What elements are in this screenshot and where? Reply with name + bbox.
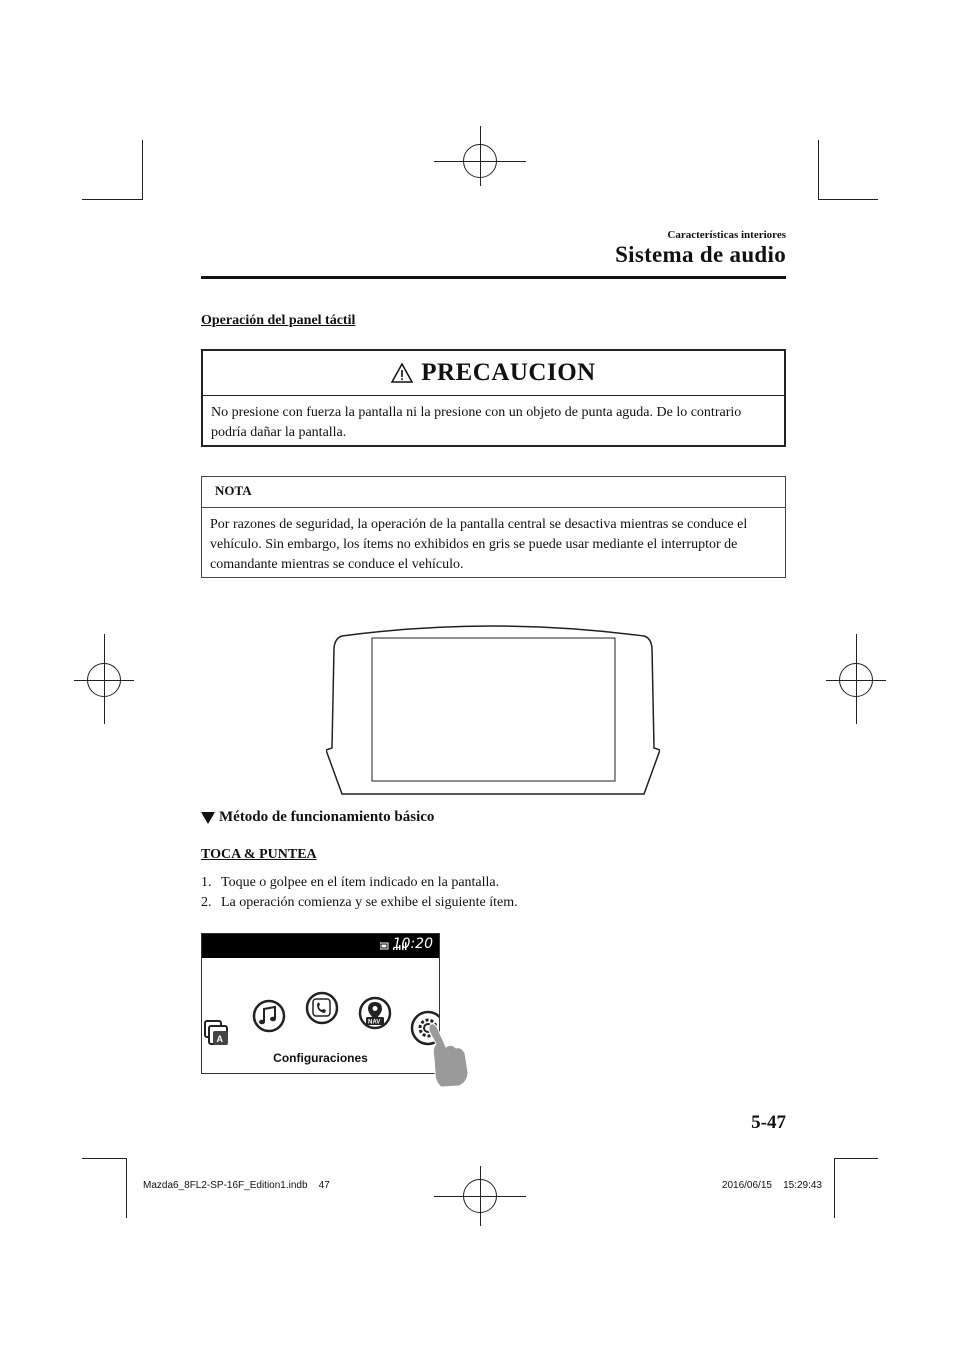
toca-puntea-heading: TOCA & PUNTEA	[201, 847, 317, 862]
home-icons	[202, 958, 440, 1053]
navigation-icon	[360, 998, 390, 1028]
triangle-bullet-icon	[201, 812, 215, 824]
note-title-row	[202, 477, 785, 508]
note-text: Por razones de seguridad, la operación de la pantalla central se desactiva mientras se conduce el vehículo. Sin embargo, los ítems no exhibidos en gris se puede usar mediante el interruptor de comandante mientras se conduce el vehículo.	[210, 517, 748, 572]
note-box	[201, 476, 786, 578]
nav-badge: NAV	[368, 1019, 381, 1026]
caution-title: PRECAUCION	[421, 359, 596, 386]
home-screen-demo	[201, 933, 440, 1074]
section-title: Sistema de audio	[615, 242, 786, 267]
music-icon	[254, 1001, 284, 1031]
footer-file-info: Mazda6_8FL2-SP-16F_Edition1.indb 47	[143, 1180, 330, 1191]
caution-box	[201, 349, 786, 447]
step-text: La operación comienza y se exhibe el siguiente ítem.	[221, 895, 518, 910]
status-bar	[202, 934, 439, 958]
page-number: 5-47	[751, 1112, 786, 1133]
method-heading-text: Método de funcionamiento básico	[219, 809, 435, 825]
phone-icon	[307, 993, 337, 1023]
steps-list	[201, 873, 518, 913]
center-display-illustration	[326, 618, 660, 796]
caution-text: No presione con fuerza la pantalla ni la presione con un objeto de punta aguda. De lo contrario podría dañar la pantalla.	[211, 405, 742, 440]
step-text: Toque o golpee en el ítem indicado en la pantalla.	[221, 875, 500, 890]
footer-timestamp: 2016/06/15 15:29:43	[721, 1180, 822, 1191]
pointing-hand-icon	[426, 1020, 470, 1088]
note-title: NOTA	[215, 483, 252, 498]
settings-label: Configuraciones	[273, 1051, 368, 1065]
step-number: 2.	[201, 895, 212, 910]
apps-icon	[205, 1021, 228, 1045]
warning-icon	[391, 363, 413, 383]
method-heading	[201, 809, 434, 826]
list-item	[201, 893, 518, 913]
app-badge: A	[216, 1034, 223, 1044]
list-item	[201, 873, 518, 893]
clock: 10:20	[392, 936, 433, 952]
caution-title-row	[203, 351, 784, 396]
step-number: 1.	[201, 875, 212, 890]
touch-panel-heading: Operación del panel táctil	[201, 313, 356, 328]
header-divider	[201, 276, 786, 279]
chapter-category: Características interiores	[667, 229, 786, 241]
